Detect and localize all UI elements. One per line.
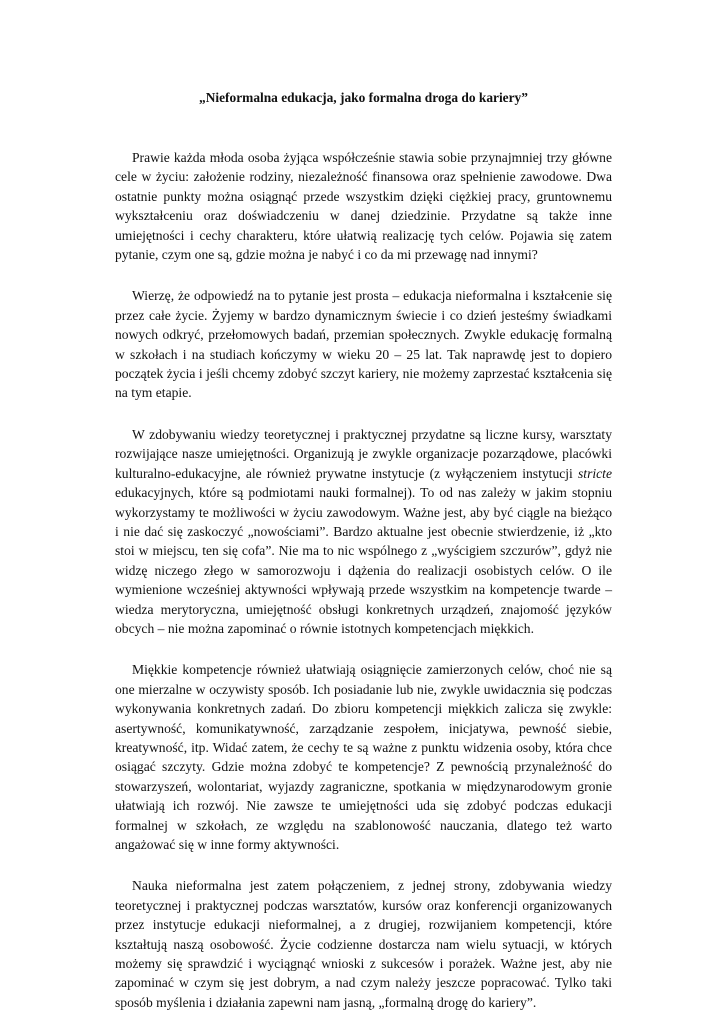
paragraph-2-text: Wierzę, że odpowiedź na to pytanie jest prosta – edukacja nieformalna i kształcenie się przez całe życie. Żyjemy w bardzo dynamicznym świecie i co dzień jesteśmy świadkami nowych odkryć, przełomowych badań, przemian społecznych. Zwykle edukację formalną w szkołach i na studiach kończymy w wieku 20 – 25 lat. Tak naprawdę jest to dopiero początek życia i jeśli chcemy zdobyć szczyt kariery, nie możemy zaprzestać kształcenia się na tym etapie. [115, 288, 612, 401]
paragraph-5-text: Nauka nieformalna jest zatem połączeniem, z jednej strony, zdobywania wiedzy teoretycznej i praktycznej podczas warsztatów, kursów oraz konferencji organizowanych przez instytucje edukacji nieformalnej, a z drugiej, rozwijaniem kompetencji, które kształtują naszą osobowość. Życie codzienne dostarcza nam wielu sytuacji, w których możemy się sprawdzić i wyciągnąć wnioski z sukcesów i porażek. Ważne jest, aby nie zapominać w czym się jest dobrym, a nad czym należy jeszcze popracować. Tylko taki sposób myślenia i działania zapewni nam jasną, „formalną drogę do kariery”. [115, 878, 612, 1010]
paragraph-3-italic-word: stricte [578, 465, 612, 481]
paragraph-4 [115, 660, 612, 854]
document-title: „Nieformalna edukacja, jako formalna droga do kariery” [199, 90, 528, 105]
paragraph-2 [115, 286, 612, 402]
paragraph-4-text: Miękkie kompetencje również ułatwiają osiągnięcie zamierzonych celów, choć nie są one mierzalne w oczywisty sposób. Ich posiadanie lub nie, zwykle uwidacznia się podczas wykonywania konkretnych zadań. Do zbioru kompetencji miękkich zalicza się zwykle: asertywność, komunikatywność, zarządzanie zespołem, inicjatywa, pewność siebie, kreatywność, itp. Widać zatem, że cechy te są ważne z punktu widzenia osoby, która chce osiągać szczyty. Gdzie można zdobyć te kompetencje? Z pewnością przynależność do stowarzyszeń, wolontariat, wyjazdy zagraniczne, spotkania w międzynarodowym gronie ułatwiają ich rozwój. Nie zawsze te umiejętności uda się zdobyć podczas edukacji formalnej w szkołach, ze względu na szablonowość nauczania, dlatego też warto angażować się w inne formy aktywności. [115, 662, 612, 852]
paragraph-1 [115, 148, 612, 264]
paragraph-3-text-a: W zdobywaniu wiedzy teoretycznej i praktycznej przydatne są liczne kursy, warsztaty rozwijające nasze umiejętności. Organizują je zwykle organizacje pozarządowe, placówki kulturalno-edukacyjne, ale również prywatne instytucje (z wyłączeniem instytucji [115, 426, 612, 481]
document-page [115, 88, 612, 1034]
paragraph-5 [115, 876, 612, 1012]
paragraph-3-text-b: edukacyjnych, które są podmiotami nauki formalnej). To od nas zależy w jakim stopniu wykorzystamy te możliwości w życiu zawodowym. Ważne jest, aby być ciągle na bieżąco i nie dać się zaskoczyć „nowościami”. Bardzo aktualne jest obecnie stwierdzenie, iż „kto stoi w miejscu, ten się cofa”. Nie ma to nic wspólnego z „wyścigiem szczurów”, gdyż nie widzę niczego złego w samorozwoju i dążenia do realizacji osobistych celów. O ile wymienione wcześniej aktywności wpływają przede wszystkim na kompetencje twarde – wiedza merytoryczna, umiejętność obsługi konkretnych urządzeń, znajomość języków obcych – nie można zapominać o równie istotnych kompetencjach miękkich. [115, 485, 612, 636]
paragraph-1-text: Prawie każda młoda osoba żyjąca współcześnie stawia sobie przynajmniej trzy główne cele w życiu: założenie rodziny, niezależność finansowa oraz spełnienie zawodowe. Dwa ostatnie punkty można osiągnąć przede wszystkim dzięki ciężkiej pracy, gruntownemu wykształceniu oraz doświadczeniu w danej dziedzinie. Przydatne są także inne umiejętności i cechy charakteru, które ułatwią realizację tych celów. Pojawia się zatem pytanie, czym one są, gdzie można je nabyć i co da mi przewagę nad innymi? [115, 150, 612, 263]
paragraph-3 [115, 425, 612, 638]
